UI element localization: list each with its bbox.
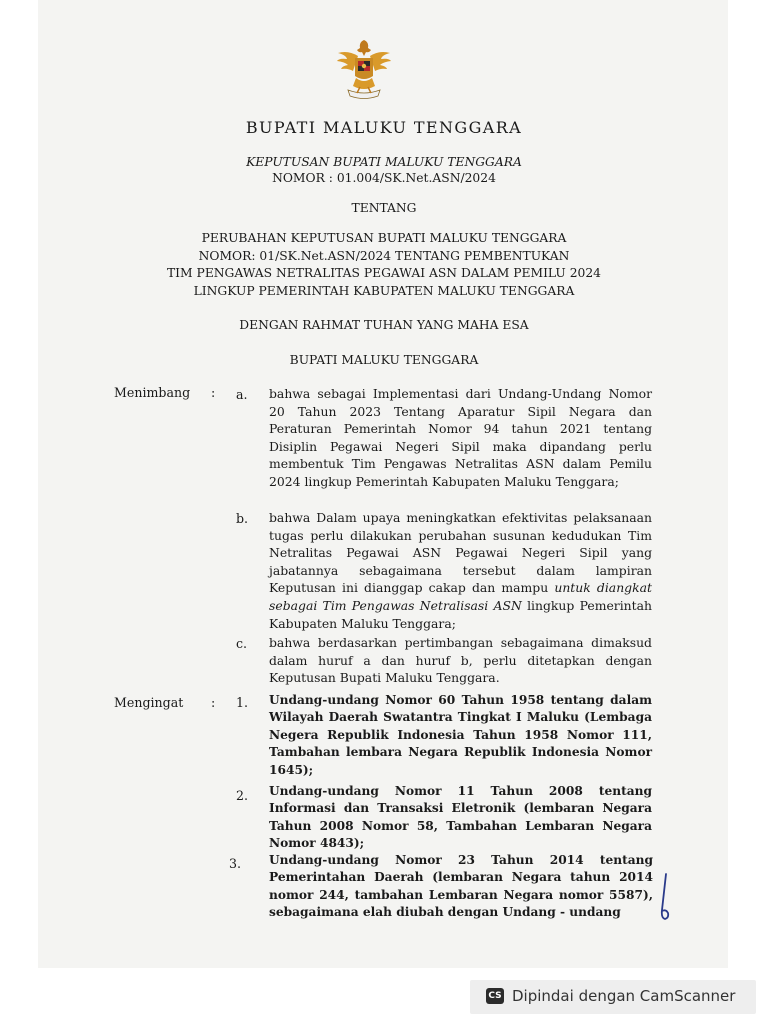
decree-line: KEPUTUSAN BUPATI MALUKU TENGGARA <box>246 155 522 169</box>
garuda-emblem-icon <box>336 36 392 106</box>
menimbang-marker-a: a. <box>236 387 248 402</box>
mengingat-item-1: Undang-undang Nomor 60 Tahun 1958 tentang dalam Wilayah Daerah Swatantra Tingkat I Maluku (Lembaga Negera Republik Indonesia Tahun 1958 Nomor 111, Tambahan lembara Negara Republik Indonesia Nomor 1645); <box>269 693 652 777</box>
menimbang-item-b-end: lingkup Pemerintah Kabupaten Maluku Tenggara; <box>269 597 652 631</box>
menimbang-item-c: bahwa berdasarkan pertimbangan sebagaimana dimaksud dalam huruf a dan huruf b, perlu ditetapkan dengan Keputusan Bupati Maluku Tenggara. <box>269 635 652 686</box>
camscanner-text: Dipindai dengan CamScanner <box>512 987 736 1005</box>
mengingat-label: Mengingat <box>114 695 184 710</box>
menimbang-item-b <box>269 509 652 632</box>
handwritten-initial-mark <box>652 872 674 924</box>
mengingat-colon: : <box>211 695 216 710</box>
mengingat-marker-3: 3. <box>229 856 242 871</box>
subject-line-1: PERUBAHAN KEPUTUSAN BUPATI MALUKU TENGGARA <box>201 231 567 245</box>
camscanner-badge <box>470 980 756 1014</box>
menimbang-item-a: bahwa sebagai Implementasi dari Undang-Undang Nomor 20 Tahun 2023 Tentang Aparatur Sipil Negara dan Peraturan Pemerintah Nomor 94 tahun 2021 tentang Disiplin Pegawai Negeri Sipil maka dipandang perlu membentuk Tim Pengawas Netralitas ASN dalam Pemilu 2024 lingkup Pemerintah Kabupaten Maluku Tenggara; <box>269 386 652 489</box>
menimbang-colon: : <box>211 385 216 400</box>
camscanner-logo-icon: CS <box>486 988 504 1004</box>
subject-line-4: LINGKUP PEMERINTAH KABUPATEN MALUKU TENGGARA <box>193 284 575 298</box>
decree-number: NOMOR : 01.004/SK.Net.ASN/2024 <box>272 171 496 185</box>
menimbang-item-b-italic: untuk diangkat sebagai Tim Pengawas Netralisasi ASN <box>269 580 652 613</box>
menimbang-item-b-main: bahwa Dalam upaya meningkatkan efektivitas pelaksanaan tugas perlu dilakukan perubahan susunan kedudukan Tim Netralitas Pegawai ASN Pegawai Negeri Sipil yang jabatannya sebagaimana tersebut dalam lampiran Keputusan ini dianggap cakap dan mampu <box>269 510 652 596</box>
mengingat-item-3: Undang-undang Nomor 23 Tahun 2014 tentang Pemerintahan Daerah (lembaran Negara tahun 2014 nomor 244, tambahan Lembaran Negara nomor 5587), sebagaimana elah diubah dengan Undang - undang <box>269 853 653 920</box>
menimbang-label: Menimbang <box>114 385 191 400</box>
subject-line-3: TIM PENGAWAS NETRALITAS PEGAWAI ASN DALAM PEMILU 2024 <box>166 266 601 280</box>
mengingat-marker-2: 2. <box>236 788 249 803</box>
issuer-line: BUPATI MALUKU TENGGARA <box>289 353 479 367</box>
menimbang-marker-c: c. <box>236 636 248 651</box>
about-label: TENTANG <box>351 201 417 215</box>
mengingat-item-2: Undang-undang Nomor 11 Tahun 2008 tentang Informasi dan Transaksi Eletronik (lembaran Negara Tahun 2008 Nomor 58, Tambahan Lembaran Negara Nomor 4843); <box>269 784 652 851</box>
document-heading: BUPATI MALUKU TENGGARA <box>245 118 523 137</box>
subject-line-2: NOMOR: 01/SK.Net.ASN/2024 TENTANG PEMBENTUKAN <box>198 249 570 263</box>
menimbang-marker-b: b. <box>236 511 249 526</box>
blessing-line: DENGAN RAHMAT TUHAN YANG MAHA ESA <box>239 318 529 332</box>
mengingat-marker-1: 1. <box>236 695 249 710</box>
